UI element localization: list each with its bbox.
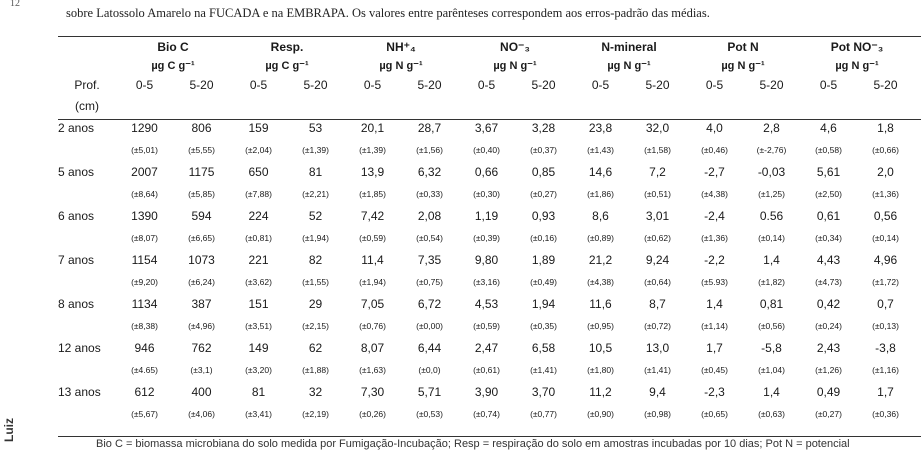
value-cell: 612	[134, 385, 155, 399]
error-cell: (±0,37)	[530, 145, 557, 155]
page-number: 12	[10, 0, 20, 9]
error-cell: (±0,40)	[473, 145, 500, 155]
header-row-depths	[58, 75, 914, 94]
column-group-name: Pot N	[727, 39, 759, 54]
error-cell: (±0,77)	[530, 409, 557, 419]
error-cell: (±1,41)	[530, 365, 557, 375]
value-cell: 1154	[131, 253, 158, 267]
error-cell: (±0,74)	[473, 409, 500, 419]
error-cell: (±0,39)	[473, 233, 500, 243]
value-cell: 20,1	[360, 121, 385, 135]
header-corner	[58, 37, 116, 56]
error-cell: (±0,54)	[416, 233, 443, 243]
data-table	[58, 37, 914, 425]
row-age-label: 2 anos	[58, 121, 95, 135]
value-cell: -2,2	[704, 253, 725, 267]
depth-header: 0-5	[135, 77, 154, 92]
error-cell: (±0,56)	[758, 321, 785, 331]
value-cell: 1175	[188, 165, 215, 179]
value-cell: -2,4	[704, 209, 725, 223]
depth-header: 5-20	[645, 77, 670, 92]
error-cell: (±9,20)	[131, 277, 158, 287]
empty-cell	[58, 139, 116, 161]
value-cell: 6,72	[417, 297, 442, 311]
table-row-errors	[58, 183, 914, 205]
error-cell: (±2,19)	[302, 409, 329, 419]
value-cell: 8,07	[360, 341, 385, 355]
value-cell: 2,08	[417, 209, 442, 223]
error-cell: (±1,94)	[302, 233, 329, 243]
value-cell: 3,01	[645, 209, 670, 223]
error-cell: (±0,72)	[644, 321, 671, 331]
error-cell: (±4,06)	[188, 409, 215, 419]
depth-header: 5-20	[873, 77, 898, 92]
error-cell: (±0,89)	[587, 233, 614, 243]
error-cell: (±1,39)	[302, 145, 329, 155]
row-age-label: 12 anos	[58, 341, 101, 355]
value-cell: 13,9	[360, 165, 385, 179]
error-cell: (±1,82)	[758, 277, 785, 287]
value-cell: 8,7	[649, 297, 666, 311]
error-cell: (±3,51)	[245, 321, 272, 331]
error-cell: (±5,01)	[131, 145, 158, 155]
error-cell: (±0,36)	[872, 409, 899, 419]
value-cell: 11,6	[589, 297, 612, 311]
empty-cell	[58, 183, 116, 205]
value-cell: 81	[251, 385, 266, 399]
error-cell: (±6,65)	[188, 233, 215, 243]
value-cell: 4,6	[820, 121, 837, 135]
error-cell: (±1,72)	[872, 277, 899, 287]
error-cell: (±3,1)	[190, 365, 213, 375]
value-cell: 1,7	[877, 385, 894, 399]
error-cell: (±5.93)	[701, 277, 728, 287]
value-cell: 11,4	[361, 253, 384, 267]
column-group-unit: µg N g⁻¹	[607, 60, 651, 72]
error-cell: (±0,64)	[644, 277, 671, 287]
value-cell: 0,7	[877, 297, 894, 311]
value-cell: -2,3	[704, 385, 725, 399]
error-cell: (±2,21)	[302, 189, 329, 199]
empty-cell	[230, 94, 287, 117]
depth-header: 5-20	[189, 77, 214, 92]
error-cell: (±0,14)	[872, 233, 899, 243]
error-cell: (±8,07)	[131, 233, 158, 243]
value-cell: 23,8	[588, 121, 613, 135]
value-cell: 3,90	[474, 385, 499, 399]
error-cell: (±0,75)	[416, 277, 443, 287]
value-cell: 2,47	[474, 341, 499, 355]
value-cell: 8,6	[592, 209, 609, 223]
table-row	[58, 337, 914, 359]
error-cell: (±0,14)	[758, 233, 785, 243]
empty-cell	[686, 94, 743, 117]
value-cell: 946	[134, 341, 155, 355]
column-group-unit: µg N g⁻¹	[493, 60, 537, 72]
table-row-errors	[58, 403, 914, 425]
depth-header: 0-5	[591, 77, 610, 92]
empty-cell	[58, 271, 116, 293]
error-cell: (±0,98)	[644, 409, 671, 419]
error-cell: (±1,55)	[302, 277, 329, 287]
value-cell: 1390	[131, 209, 158, 223]
error-cell: (±3,41)	[245, 409, 272, 419]
error-cell: (±0,34)	[815, 233, 842, 243]
value-cell: 1290	[131, 121, 158, 135]
empty-cell	[800, 94, 857, 117]
table-caption: sobre Latossolo Amarelo na FUCADA e na EMBRAPA. Os valores entre parênteses correspondem aos erros-padrão das médias.	[66, 6, 710, 20]
error-cell: (±1,80)	[587, 365, 614, 375]
error-cell: (±0,59)	[359, 233, 386, 243]
error-cell: (±0,00)	[416, 321, 443, 331]
prof-unit: (cm)	[75, 98, 99, 113]
header-row-units	[58, 56, 914, 75]
value-cell: 7,2	[649, 165, 666, 179]
value-cell: 650	[248, 165, 269, 179]
empty-cell	[743, 94, 800, 117]
value-cell: 81	[308, 165, 323, 179]
table-row-errors	[58, 315, 914, 337]
error-cell: (±0,24)	[815, 321, 842, 331]
error-cell: (±0,33)	[416, 189, 443, 199]
value-cell: 1,4	[706, 297, 723, 311]
error-cell: (±0,30)	[473, 189, 500, 199]
error-cell: (±0,61)	[473, 365, 500, 375]
error-cell: (±1,16)	[872, 365, 899, 375]
error-cell: (±0,0)	[418, 365, 441, 375]
value-cell: 82	[308, 253, 323, 267]
empty-cell	[857, 94, 914, 117]
value-cell: 4,53	[474, 297, 499, 311]
value-cell: 6,32	[417, 165, 442, 179]
depth-header: 0-5	[363, 77, 382, 92]
error-cell: (±0,81)	[245, 233, 272, 243]
row-age-label: 8 anos	[58, 297, 95, 311]
column-group-unit: µg C g⁻¹	[151, 60, 195, 72]
value-cell: 2,0	[877, 165, 894, 179]
depth-header: 0-5	[705, 77, 724, 92]
table-row	[58, 205, 914, 227]
error-cell: (±1,58)	[644, 145, 671, 155]
value-cell: 762	[191, 341, 212, 355]
row-age-label: 13 anos	[58, 385, 101, 399]
value-cell: 7,35	[417, 253, 442, 267]
value-cell: 10,5	[588, 341, 613, 355]
column-group-unit: µg N g⁻¹	[721, 60, 765, 72]
depth-header: 5-20	[303, 77, 328, 92]
value-cell: 0,61	[816, 209, 841, 223]
depth-header: 5-20	[417, 77, 442, 92]
error-cell: (±0,95)	[587, 321, 614, 331]
value-cell: 594	[191, 209, 212, 223]
error-cell: (±1,86)	[587, 189, 614, 199]
value-cell: 0,56	[873, 209, 898, 223]
value-cell: 221	[248, 253, 269, 267]
table-row	[58, 293, 914, 315]
value-cell: 62	[308, 341, 323, 355]
column-group-unit: µg C g⁻¹	[265, 60, 309, 72]
error-cell: (±1,41)	[644, 365, 671, 375]
error-cell: (±2,15)	[302, 321, 329, 331]
row-age-label: 6 anos	[58, 209, 95, 223]
error-cell: (±0,46)	[701, 145, 728, 155]
value-cell: 0,81	[759, 297, 784, 311]
error-cell: (±0,66)	[872, 145, 899, 155]
value-cell: 0,85	[531, 165, 556, 179]
error-cell: (±0,76)	[359, 321, 386, 331]
error-cell: (±0,51)	[644, 189, 671, 199]
table-footnote: Bio C = biomassa microbiana do solo medida por Fumigação-Incubação; Resp = respiração do solo em amostras incubadas por 10 dias; Pot N = potencial	[96, 438, 850, 450]
value-cell: 3,70	[531, 385, 556, 399]
empty-cell	[458, 94, 515, 117]
error-cell: (±1,39)	[359, 145, 386, 155]
empty-cell	[58, 359, 116, 381]
error-cell: (±5,85)	[188, 189, 215, 199]
empty-cell	[58, 403, 116, 425]
error-cell: (±6,24)	[188, 277, 215, 287]
value-cell: 29	[308, 297, 323, 311]
value-cell: 806	[191, 121, 212, 135]
error-cell: (±0,45)	[701, 365, 728, 375]
value-cell: -0,03	[757, 165, 786, 179]
value-cell: 149	[248, 341, 269, 355]
error-cell: (±1,88)	[302, 365, 329, 375]
error-cell: (±4,38)	[587, 277, 614, 287]
value-cell: 159	[248, 121, 269, 135]
column-group-unit: µg N g⁻¹	[835, 60, 879, 72]
error-cell: (±4,38)	[701, 189, 728, 199]
table-row	[58, 161, 914, 183]
value-cell: 9,4	[649, 385, 666, 399]
value-cell: 21,2	[588, 253, 613, 267]
column-group-name: Resp.	[270, 39, 304, 54]
header-corner	[58, 56, 116, 75]
error-cell: (±0,63)	[758, 409, 785, 419]
error-cell: (±4,96)	[188, 321, 215, 331]
error-cell: (±1,63)	[359, 365, 386, 375]
table-row	[58, 381, 914, 403]
value-cell: 1,4	[763, 385, 780, 399]
error-cell: (±0,27)	[815, 409, 842, 419]
value-cell: 0,49	[816, 385, 841, 399]
value-cell: 5,71	[417, 385, 442, 399]
prof-label: Prof.	[74, 77, 100, 92]
value-cell: 0.56	[759, 209, 784, 223]
value-cell: 1,19	[474, 209, 499, 223]
empty-cell	[173, 94, 230, 117]
value-cell: 7,42	[360, 209, 385, 223]
error-cell: (±3,62)	[245, 277, 272, 287]
empty-cell	[401, 94, 458, 117]
value-cell: 32,0	[645, 121, 670, 135]
table-row-errors	[58, 139, 914, 161]
error-cell: (±3,20)	[245, 365, 272, 375]
value-cell: 1,4	[763, 253, 780, 267]
error-cell: (±7,88)	[245, 189, 272, 199]
table-row	[58, 249, 914, 271]
value-cell: 9,80	[474, 253, 499, 267]
error-cell: (±1,43)	[587, 145, 614, 155]
empty-cell	[116, 94, 173, 117]
error-cell: (±0,13)	[872, 321, 899, 331]
error-cell: (±0,90)	[587, 409, 614, 419]
error-cell: (±4.65)	[131, 365, 158, 375]
column-group-name: Pot NO⁻₃	[830, 39, 884, 54]
column-group-unit: µg N g⁻¹	[379, 60, 423, 72]
error-cell: (±0,16)	[530, 233, 557, 243]
value-cell: 0,42	[816, 297, 841, 311]
column-group-name: N-mineral	[601, 39, 657, 54]
value-cell: -3,8	[875, 341, 896, 355]
depth-header: 0-5	[249, 77, 268, 92]
column-group-name: NO⁻₃	[500, 39, 530, 54]
value-cell: 1134	[131, 297, 158, 311]
value-cell: 1,8	[877, 121, 894, 135]
value-cell: -2,7	[704, 165, 725, 179]
empty-cell	[629, 94, 686, 117]
value-cell: 400	[191, 385, 212, 399]
error-cell: (±0,62)	[644, 233, 671, 243]
error-cell: (±0,58)	[815, 145, 842, 155]
value-cell: 7,05	[360, 297, 385, 311]
depth-header: 0-5	[477, 77, 496, 92]
value-cell: 3,67	[474, 121, 499, 135]
value-cell: 1073	[188, 253, 215, 267]
empty-cell	[287, 94, 344, 117]
error-cell: (±2,50)	[815, 189, 842, 199]
error-cell: (±1,85)	[359, 189, 386, 199]
error-cell: (±1,26)	[815, 365, 842, 375]
error-cell: (±3,16)	[473, 277, 500, 287]
value-cell: 11,2	[589, 385, 612, 399]
error-cell: (±0,49)	[530, 277, 557, 287]
error-cell: (±1,25)	[758, 189, 785, 199]
value-cell: 1,7	[706, 341, 723, 355]
value-cell: 0,66	[474, 165, 499, 179]
value-cell: 2007	[131, 165, 158, 179]
depth-header: 5-20	[759, 77, 784, 92]
empty-cell	[572, 94, 629, 117]
value-cell: 4,96	[873, 253, 898, 267]
empty-cell	[58, 227, 116, 249]
error-cell: (±1,04)	[758, 365, 785, 375]
value-cell: 5,61	[816, 165, 841, 179]
side-margin-label: Luiz	[2, 418, 16, 442]
value-cell: 2,8	[763, 121, 780, 135]
value-cell: 6,58	[531, 341, 556, 355]
bottom-rule	[58, 436, 921, 437]
header-row-prof-unit	[58, 94, 914, 117]
table-row-errors	[58, 359, 914, 381]
value-cell: 9,24	[645, 253, 670, 267]
table-row-errors	[58, 271, 914, 293]
empty-cell	[515, 94, 572, 117]
empty-cell	[344, 94, 401, 117]
depth-header: 5-20	[531, 77, 556, 92]
error-cell: (±-2,76)	[756, 145, 787, 155]
depth-header: 0-5	[819, 77, 838, 92]
error-cell: (±2,04)	[245, 145, 272, 155]
error-cell: (±8,38)	[131, 321, 158, 331]
error-cell: (±5,67)	[131, 409, 158, 419]
header-row-names	[58, 37, 914, 56]
error-cell: (±1,94)	[359, 277, 386, 287]
error-cell: (±0,26)	[359, 409, 386, 419]
error-cell: (±4,73)	[815, 277, 842, 287]
error-cell: (±0,59)	[473, 321, 500, 331]
error-cell: (±0,53)	[416, 409, 443, 419]
table-row	[58, 117, 914, 139]
value-cell: 14,6	[588, 165, 613, 179]
error-cell: (±1,36)	[872, 189, 899, 199]
value-cell: 7,30	[360, 385, 385, 399]
value-cell: 6,44	[417, 341, 442, 355]
value-cell: 53	[308, 121, 323, 135]
value-cell: 2,43	[816, 341, 841, 355]
error-cell: (±0,35)	[530, 321, 557, 331]
value-cell: 4,43	[816, 253, 841, 267]
value-cell: 4,0	[706, 121, 723, 135]
table-row-errors	[58, 227, 914, 249]
error-cell: (±1,36)	[701, 233, 728, 243]
value-cell: 1,94	[531, 297, 556, 311]
value-cell: 52	[308, 209, 323, 223]
error-cell: (±0,27)	[530, 189, 557, 199]
value-cell: 151	[248, 297, 269, 311]
value-cell: 13,0	[645, 341, 670, 355]
value-cell: 387	[191, 297, 212, 311]
error-cell: (±1,14)	[701, 321, 728, 331]
value-cell: 1,89	[531, 253, 556, 267]
error-cell: (±0,65)	[701, 409, 728, 419]
error-cell: (±8,64)	[131, 189, 158, 199]
column-group-name: NH⁺₄	[386, 39, 416, 54]
row-age-label: 5 anos	[58, 165, 95, 179]
column-group-name: Bio C	[157, 39, 189, 54]
row-age-label: 7 anos	[58, 253, 95, 267]
value-cell: 0,93	[531, 209, 556, 223]
error-cell: (±5,55)	[188, 145, 215, 155]
empty-cell	[58, 315, 116, 337]
value-cell: 28,7	[417, 121, 442, 135]
value-cell: -5,8	[761, 341, 782, 355]
value-cell: 32	[308, 385, 323, 399]
error-cell: (±1,56)	[416, 145, 443, 155]
value-cell: 3,28	[531, 121, 556, 135]
value-cell: 224	[248, 209, 269, 223]
